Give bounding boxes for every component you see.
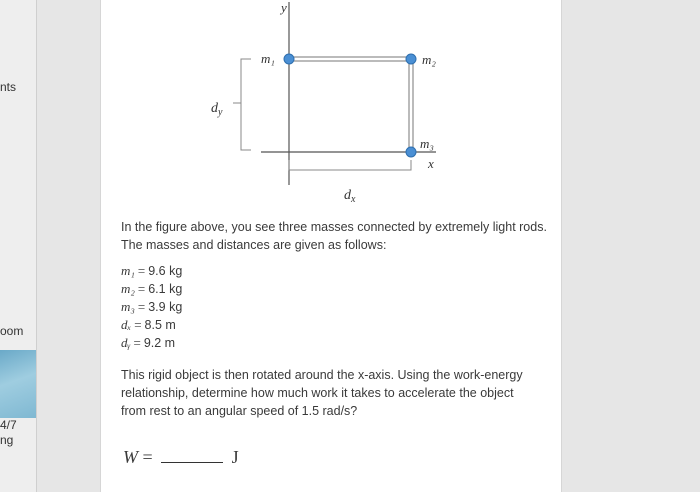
sidebar-item-points[interactable]: nts xyxy=(0,80,17,94)
mass-m1 xyxy=(284,54,294,64)
problem-intro xyxy=(121,218,547,254)
mass-m2 xyxy=(406,54,416,64)
rods xyxy=(289,57,413,152)
answer-variable: W xyxy=(123,447,138,467)
masses-figure xyxy=(101,0,561,215)
answer-equals: = xyxy=(142,447,153,467)
dy-bracket xyxy=(241,59,251,150)
sidebar-item-zoom[interactable]: oom xyxy=(0,324,24,338)
given-row: m₁ = 9.6 kg xyxy=(121,263,183,278)
y-axis-label: y xyxy=(281,0,287,15)
intro-line-2: The masses and distances are given as follows: xyxy=(121,238,387,252)
answer-row xyxy=(123,447,239,468)
question-line-3: from rest to an angular speed of 1.5 rad/s? xyxy=(121,404,358,418)
question-line-2: relationship, determine how much work it takes to accelerate the object xyxy=(121,386,514,400)
dx-label: $d_x$ xyxy=(344,188,356,205)
m2-label: m₂ xyxy=(422,52,436,67)
given-values xyxy=(121,262,182,352)
mass-m3 xyxy=(406,147,416,157)
answer-input[interactable] xyxy=(161,448,223,463)
given-row: m₃ = 3.9 kg xyxy=(121,299,183,314)
given-row: m₂ = 6.1 kg xyxy=(121,281,183,296)
sidebar-page-counter: 4/7 xyxy=(0,418,17,432)
given-row: dᵧ = 9.2 m xyxy=(121,335,176,350)
question-card xyxy=(100,0,562,492)
x-axis-label: x xyxy=(428,156,434,171)
dy-label: $d_y$ xyxy=(211,101,223,118)
question-line-1: This rigid object is then rotated around the x-axis. Using the work-energy xyxy=(121,368,523,382)
problem-question xyxy=(121,366,523,420)
dx-bracket xyxy=(289,160,411,170)
answer-unit: J xyxy=(231,447,239,467)
intro-line-1: In the figure above, you see three masses connected by extremely light rods. xyxy=(121,220,547,234)
sidebar-thumbnail xyxy=(0,350,36,418)
sidebar-item-label[interactable]: ng xyxy=(0,433,14,447)
given-row: dₓ = 8.5 m xyxy=(121,317,176,332)
sidebar xyxy=(0,0,37,492)
m1-label: m₁ xyxy=(261,51,275,66)
m3-label: m₃ xyxy=(420,136,434,151)
